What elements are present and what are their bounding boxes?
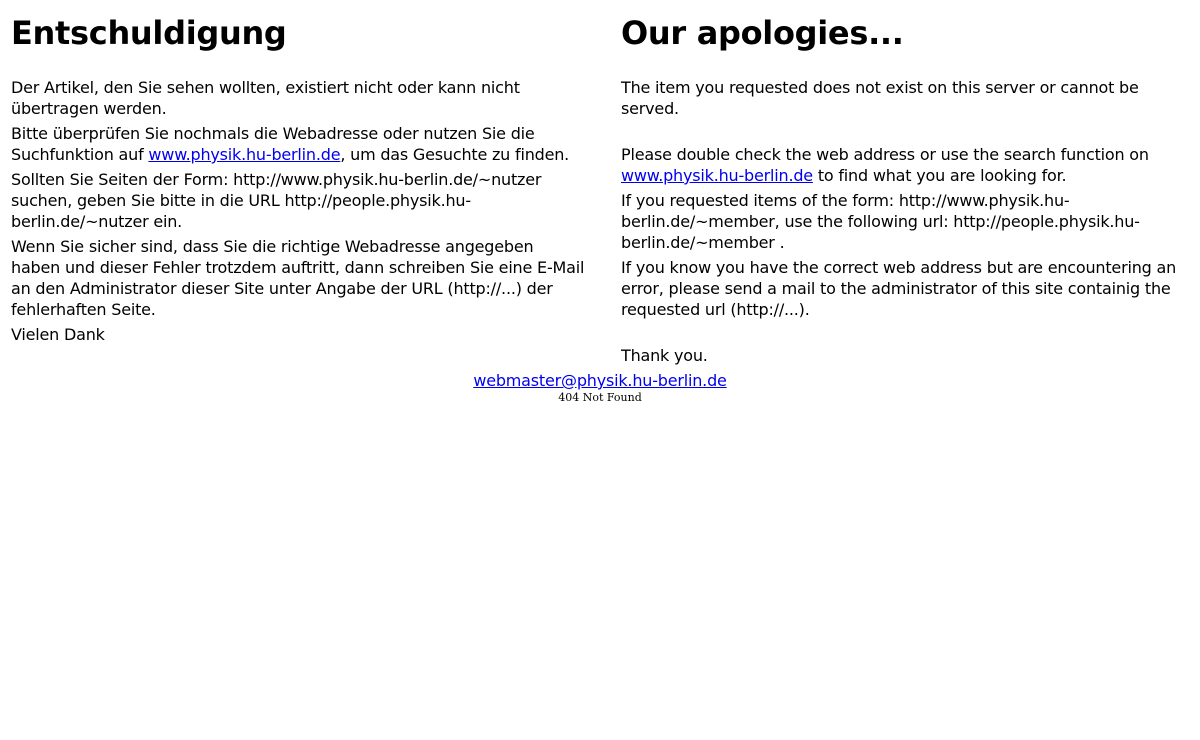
german-paragraph-check-address	[11, 123, 586, 165]
german-thanks: Vielen Dank	[11, 325, 105, 344]
german-check-text-end: , um das Gesuchte zu finden.	[340, 145, 570, 164]
english-heading: Our apologies...	[621, 14, 904, 52]
german-site-link[interactable]: www.physik.hu-berlin.de	[148, 145, 341, 164]
german-heading: Entschuldigung	[11, 14, 287, 52]
content-columns	[11, 0, 1191, 370]
german-paragraph-contact-admin: Wenn Sie sicher sind, dass Sie die richtige Webadresse angegeben haben und dieser Fehler trotzdem auftritt, dann schreiben Sie eine E-Mail an den Administrator dieser Site unter Angabe der URL (http://...) der fehlerhaften Seite.	[11, 237, 585, 319]
webmaster-email-link[interactable]: webmaster@physik.hu-berlin.de	[473, 371, 727, 390]
english-column	[621, 0, 1191, 370]
german-paragraph-not-found: Der Artikel, den Sie sehen wollten, existiert nicht oder kann nicht übertragen werden.	[11, 78, 520, 118]
english-check-text-end: to find what you are looking for.	[812, 166, 1067, 185]
http-status-text: 404 Not Found	[558, 391, 642, 404]
german-paragraph-people-url: Sollten Sie Seiten der Form: http://www.physik.hu-berlin.de/~nutzer suchen, geben Sie bitte in die URL http://people.physik.hu-berlin.de/~nutzer ein.	[11, 170, 542, 231]
german-column	[11, 0, 586, 370]
english-paragraph-not-found: The item you requested does not exist on this server or cannot be served.	[621, 78, 1139, 118]
english-paragraph-check-address	[621, 144, 1191, 186]
english-paragraph-contact-admin: If you know you have the correct web address but are encountering an error, please send a mail to the administrator of this site containig the requested url (http://...).	[621, 258, 1177, 319]
english-paragraph-people-url: If you requested items of the form: http://www.physik.hu-berlin.de/~member, use the following url: http://people.physik.hu-berlin.de/~member .	[621, 191, 1140, 252]
english-check-text: Please double check the web address or use the search function on	[621, 145, 1149, 164]
footer	[0, 370, 1200, 405]
german-check-text: Bitte überprüfen Sie nochmals die Webadresse oder nutzen Sie die Suchfunktion auf	[11, 124, 535, 164]
english-thanks: Thank you.	[621, 346, 708, 365]
english-site-link[interactable]: www.physik.hu-berlin.de	[621, 166, 813, 185]
